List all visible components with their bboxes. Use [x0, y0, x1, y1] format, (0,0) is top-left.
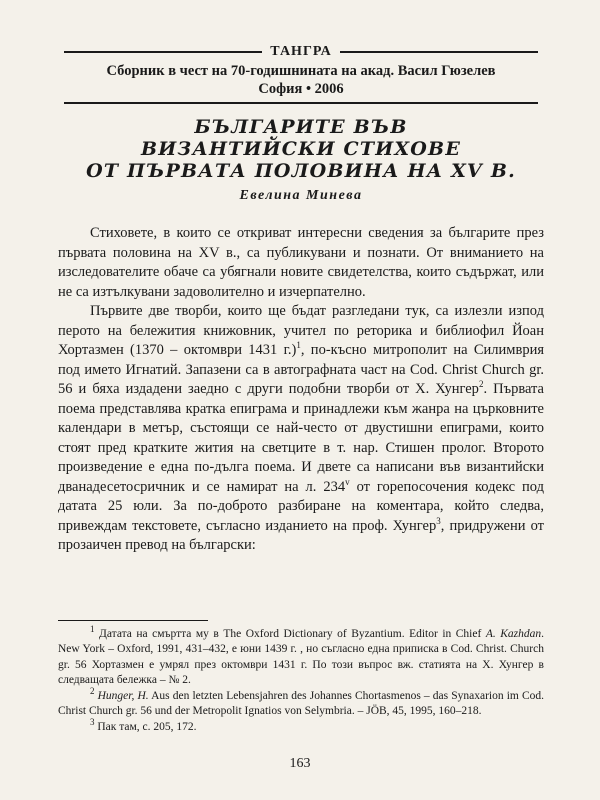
folio-verso-mark: v [345, 476, 350, 487]
p2-text-a: Първите две творби, които ще бъдат разгледани тук, са излезли изпод перото на бележития книжовник, учител по реторика и библиофил Йоан Хортазмен (1370 – октомври 1431 г.) [58, 303, 544, 358]
footnote-1-text-a: Датата на смъртта му в The Oxford Dictionary of Byzantium. Editor in Chief [94, 627, 486, 640]
footnote-2-number: 2 [90, 685, 95, 696]
p2-text-c: . Първата поема представлява кратка епиграма и принадлежи към жанра на църковните календари в метър, състоящи се най-често от двустишни епиграми, които стоят пред кратките жития на светците в т. нар. Стишен пролог. Второто произведение е една по-дълга поема. И двете са написани във византийски дванадесетосричник и се намират на л. 234 [58, 381, 544, 495]
footnote-separator [58, 620, 208, 621]
running-header [58, 44, 544, 104]
series-title: ТАНГРА [270, 44, 332, 59]
footnote-2-author: Hunger, H. [97, 689, 149, 702]
header-rule-right [340, 51, 538, 53]
title-line-3: ОТ ПЪРВАТА ПОЛОВИНА НА XV В. [86, 160, 516, 182]
city-year: София • 2006 [258, 81, 344, 97]
title-line-2: ВИЗАНТИЙСКИ СТИХОВЕ [141, 138, 461, 160]
footnote-1 [58, 623, 545, 689]
footnote-ref-3: 3 [436, 515, 441, 526]
paragraph-2 [58, 302, 544, 556]
header-rule-left [64, 51, 262, 53]
footnote-1-editor: A. Kazhdan [485, 627, 542, 640]
article-body [58, 224, 544, 556]
article-author: Евелина Минева [239, 188, 363, 203]
p2-text-d: от горепосочения кодекс под датата 25 юли. За по-доброто разбиране на коментара, който следва, привеждам текстовете, съгласно изданието на проф. Хунгер [58, 478, 545, 534]
title-line-1: БЪЛГАРИТЕ ВЪВ [194, 116, 408, 138]
footnote-2-text: Aus den letzten Lebensjahren des Johannes Chortasmenos – das Synaxarion im Cod. Christ Church gr. 56 und der Metropolit Ignatios von Selymbria. – JÖB, 45, 1995, 160–218. [58, 689, 545, 717]
p2-text-b: , по-късно митрополит на Силимврия под името Игнатий. Запазени са в автографната част на Cod. Christ Church gr. 56 и бяха издадени заедно с други подобни творби от Х. Хунгер [58, 342, 544, 397]
footnote-3 [58, 716, 544, 736]
footnote-3-text: Пак там, с. 205, 172. [94, 720, 197, 733]
collection-subtitle: Сборник в чест на 70-годишнината на акад. Васил Гюзелев [106, 63, 496, 79]
footnotes [58, 623, 545, 736]
paragraph-1: Стиховете, в които се откриват интересни сведения за българите през първата половина на XV в., са публикувани и познати. От вниманието на изследователите обаче са убягнали новите свидетелства, които съдържат, или не са изтълкувани задоволително и изчерпателно. [58, 225, 544, 300]
footnote-ref-1: 1 [296, 340, 301, 351]
footnote-2 [58, 685, 545, 720]
article-title [58, 116, 544, 204]
header-rule-bottom [64, 102, 538, 104]
footnote-1-text-b: . New York – Oxford, 1991, 431–432, е юни 1439 г. , но съгласно една приписка в Cod. Christ. Church gr. 56 Хортазмен е умрял през октомври 1431 г. По този въпрос вж. статията на Х. Хунгер в следващата бележка – № 2. [58, 627, 545, 686]
footnote-ref-2: 2 [478, 379, 484, 390]
p2-text-e: , придружени от прозаичен превод на български: [58, 517, 544, 553]
footnote-3-number: 3 [90, 716, 95, 727]
page-number: 163 [289, 756, 311, 771]
series-row [64, 44, 538, 60]
footnote-1-number: 1 [90, 623, 95, 634]
